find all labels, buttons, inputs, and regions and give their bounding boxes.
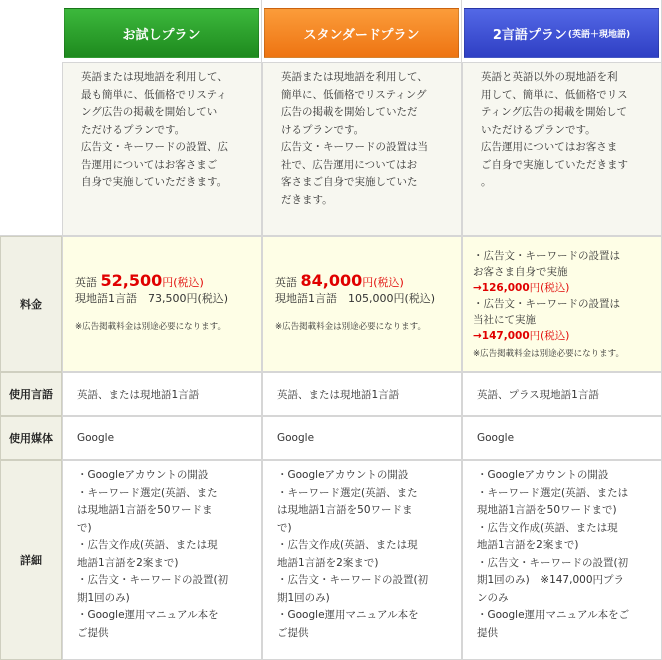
price-note: ※広告掲載料金は別途必要になります。 <box>473 349 624 359</box>
language-row <box>0 372 662 416</box>
detail-bilingual: ・Googleアカウントの開設 ・キーワード選定(英語、または 現地語1言語を50ワードまで) ・広告文作成(英語、または現 地語1言語を2案まで) ・広告文・キーワードの設置(初 期1回のみ) ※147,000円プラ ンのみ ・Google運用マニュアル本をご 提供 <box>462 460 662 660</box>
description-trial: 英語または現地語を利用して、 最も簡単に、低価格でリスティ ング広告の掲載を開始してい ただけるプランです。 広告文・キーワードの設置、広 告運用についてはお客さまご 自身で実施していただきます。 <box>62 62 262 236</box>
price-self-managed: →126,000円(税込) <box>473 282 570 294</box>
row-label-price: 料金 <box>0 236 62 372</box>
language-bilingual: 英語、プラス現地語1言語 <box>462 372 662 416</box>
plan-subname: (英語＋現地語) <box>567 29 631 40</box>
plan-name: お試しプラン <box>122 27 201 43</box>
row-label-media: 使用媒体 <box>0 416 62 460</box>
header-corner <box>0 0 62 62</box>
media-standard: Google <box>262 416 462 460</box>
price-note: ※広告掲載料金は別途必要になります。 <box>75 322 226 332</box>
plan-header-standard <box>262 0 462 62</box>
price-note: ※広告掲載料金は別途必要になります。 <box>275 322 426 332</box>
price-bilingual: ・広告文・キーワードの設置は お客さま自身で実施 →126,000円(税込) ・広告文・キーワードの設置は 当社にて実施 →147,000円(税込) ※広告掲載料金は別途必要になります。 <box>462 236 662 372</box>
plan-header-bilingual <box>462 0 662 62</box>
language-trial: 英語、または現地語1言語 <box>62 372 262 416</box>
plan-title-standard <box>264 8 459 58</box>
row-label-detail: 詳細 <box>0 460 62 660</box>
price-standard <box>262 236 462 372</box>
price-english: 英語 52,500円(税込) <box>75 271 204 290</box>
price-local: 現地語1言語 73,500円(税込) <box>75 292 229 305</box>
plan-name: スタンダードプラン <box>303 27 420 43</box>
plan-title-bilingual <box>464 8 659 58</box>
plan-name: 2言語プラン <box>492 27 567 43</box>
description-bilingual: 英語と英語以外の現地語を利 用して、簡単に、低価格でリス ティング広告の掲載を開始して いただけるプランです。 広告運用についてはお客さま ご自身で実施していただきます 。 <box>462 62 662 236</box>
plan-title-trial <box>64 8 259 58</box>
detail-standard: ・Googleアカウントの開設 ・キーワード選定(英語、また は現地語1言語を50ワードま で) ・広告文作成(英語、または現 地語1言語を2案まで) ・広告文・キーワードの設置(初 期1回のみ) ・Google運用マニュアル本を ご提供 <box>262 460 462 660</box>
price-trial <box>62 236 262 372</box>
detail-row <box>0 460 662 660</box>
detail-trial: ・Googleアカウントの開設 ・キーワード選定(英語、また は現地語1言語を50ワードま で) ・広告文作成(英語、または現 地語1言語を2案まで) ・広告文・キーワードの設置(初 期1回のみ) ・Google運用マニュアル本を ご提供 <box>62 460 262 660</box>
price-agency-managed: →147,000円(税込) <box>473 330 570 342</box>
description-corner <box>0 62 62 236</box>
description-standard: 英語または現地語を利用して、 簡単に、低価格でリスティング 広告の掲載を開始していただ けるプランです。 広告文・キーワードの設置は当 社で、広告運用についてはお 客さまご自身で実施していた だきます。 <box>262 62 462 236</box>
plan-header-row <box>0 0 662 62</box>
language-standard: 英語、または現地語1言語 <box>262 372 462 416</box>
row-label-language: 使用言語 <box>0 372 62 416</box>
plan-header-trial <box>62 0 262 62</box>
price-english: 英語 84,000円(税込) <box>275 271 404 290</box>
price-row <box>0 236 662 372</box>
media-bilingual: Google <box>462 416 662 460</box>
price-local: 現地語1言語 105,000円(税込) <box>275 292 436 305</box>
media-row <box>0 416 662 460</box>
media-trial: Google <box>62 416 262 460</box>
description-row <box>0 62 662 236</box>
